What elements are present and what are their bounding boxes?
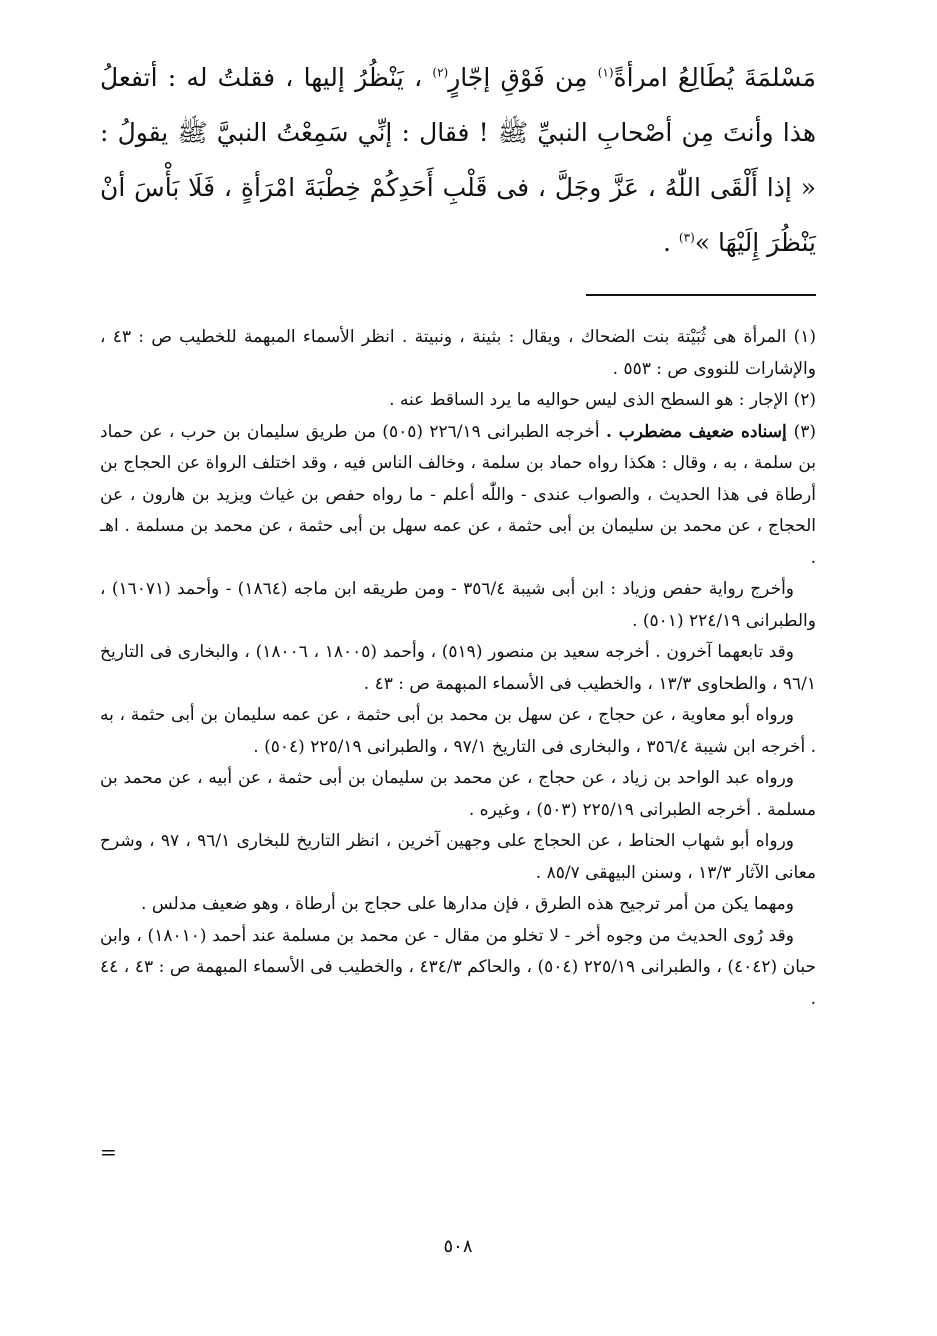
page-number: ٥٠٨: [443, 1236, 473, 1257]
footnote-3-paragraph-6: ورواه أبو شهاب الحناط ، عن الحجاج على وجهين آخرين ، انظر التاريخ للبخارى ٩٦/١ ، ٩٧ ، وشرح معانى الآثار ١٣/٣ ، وسنن البيهقى ٨٥/٧ .: [100, 831, 816, 883]
footnote-3-paragraph-5: ورواه عبد الواحد بن زياد ، عن حجاج ، عن محمد بن سليمان بن أبى حثمة ، عن أبيه ، عن محمد بن مسلمة . أخرجه الطبرانى ٢٢٥/١٩ (٥٠٣) ، وغيره .: [100, 768, 816, 820]
footnote-ref-1: (١): [597, 65, 614, 80]
footnote-3-text: أخرجه الطبرانى ٢٢٦/١٩ (٥٠٥) من طريق سليمان بن حرب ، عن حماد بن سلمة ، به ، وقال : هكذا رواه حماد بن سلمة ، وخالف الناس فيه ، وقد اختلف الرواة عن الحجاج بن أرطاة فى هذا الحديث ، والصواب عندى - واللّٰه أعلم - ما رواه حفص بن غياث ويزيد بن هارون ، عن الحجاج ، عن محمد بن سليمان بن أبى حثمة ، عن عمه سهل بن أبى حثمة ، عن محمد بن مسلمة . اهـ .: [100, 421, 816, 568]
footnote-3-paragraph-3: وقد تابعهما آخرون . أخرجه سعيد بن منصور (٥١٩) ، وأحمد (١٨٠٠٥ ، ١٨٠٠٦) ، والبخارى فى التاريخ ٩٦/١ ، والطحاوى ١٣/٣ ، والخطيب فى الأسماء المبهمة ص : ٤٣ .: [100, 642, 816, 694]
document-page: [100, 50, 816, 1280]
footnote-2-text: الإجار : هو السطح الذى ليس حواليه ما يرد الساقط عنه .: [389, 390, 794, 410]
footnote-3: [100, 417, 816, 575]
main-text-part-3: ، يَنْظُرُ إليها ، فقلتُ له : أتفعلُ هذا وأنتَ مِن أصْحابِ النبيِّ ﷺ ! فقال : إنِّي سَمِعْتُ النبيَّ ﷺ يقولُ : « إذا أَلْقَى اللّٰهُ ، عَزَّ وجَلَّ ، فى قَلْبِ أَحَدِكُمْ خِطْبَةَ امْرَأةٍ ، فَلَا بَأْسَ أنْ يَنْظُرَ إِلَيْهَا »: [100, 63, 816, 257]
main-text: [100, 50, 816, 270]
footnote-2: [100, 385, 816, 417]
footnotes-section: [100, 322, 816, 1015]
continuation-mark: =: [100, 1140, 117, 1164]
main-text-part-4: .: [663, 228, 679, 257]
footnote-ref-3: (٣): [678, 230, 695, 245]
footnote-ref-2: (٢): [432, 65, 449, 80]
footnote-1: [100, 322, 816, 385]
footnote-3-marker: (٣): [793, 421, 817, 442]
footnote-3-paragraph-8: وقد رُوى الحديث من وجوه أخر - لا تخلو من مقال - عن محمد بن مسلمة عند أحمد (١٨٠١٠) ، وابن حبان (٤٠٤٢) ، والطبرانى ٢٢٥/١٩ (٥٠٤) ، والحاكم ٤٣٤/٣ ، والخطيب فى الأسماء المبهمة ص : ٤٣ ، ٤٤ .: [100, 925, 817, 1009]
main-text-part-2: مِن فَوْقِ إجّارٍ: [448, 63, 598, 92]
footnote-1-text: المرأة هى ثُبَيْتة بنت الضحاك ، ويقال : بثينة ، ونبيتة . انظر الأسماء المبهمة للخطيب ص : ٤٣ ، والإشارات للنووى ص : ٥٥٣ .: [100, 327, 816, 379]
footnote-3-paragraph-2: وأخرج رواية حفص وزياد : ابن أبى شيبة ٣٥٦/٤ - ومن طريقه ابن ماجه (١٨٦٤) - وأحمد (١٦٠٧١) ، والطبرانى ٢٢٤/١٩ (٥٠١) .: [100, 579, 816, 631]
footnote-2-marker: (٢): [793, 390, 816, 410]
footnote-3-paragraph-4: ورواه أبو معاوية ، عن حجاج ، عن سهل بن محمد بن أبى حثمة ، عن عمه سليمان بن أبى حثمة ، به . أخرجه ابن شيبة ٣٥٦/٤ ، والبخارى فى التاريخ ٩٧/١ ، والطبرانى ٢٢٥/١٩ (٥٠٤) .: [100, 705, 816, 757]
footnote-divider: [586, 294, 816, 296]
footnote-1-marker: (١): [793, 327, 816, 347]
footnote-3-verdict: إسناده ضعيف مضطرب .: [605, 421, 794, 442]
footnote-3-paragraph-7: ومهما يكن من أمر ترجيح هذه الطرق ، فإن مدارها على حجاج بن أرطاة ، وهو ضعيف مدلس .: [141, 894, 794, 914]
main-text-part-1: مَسْلمَةَ يُطَالِعُ امرأةً: [613, 63, 816, 92]
